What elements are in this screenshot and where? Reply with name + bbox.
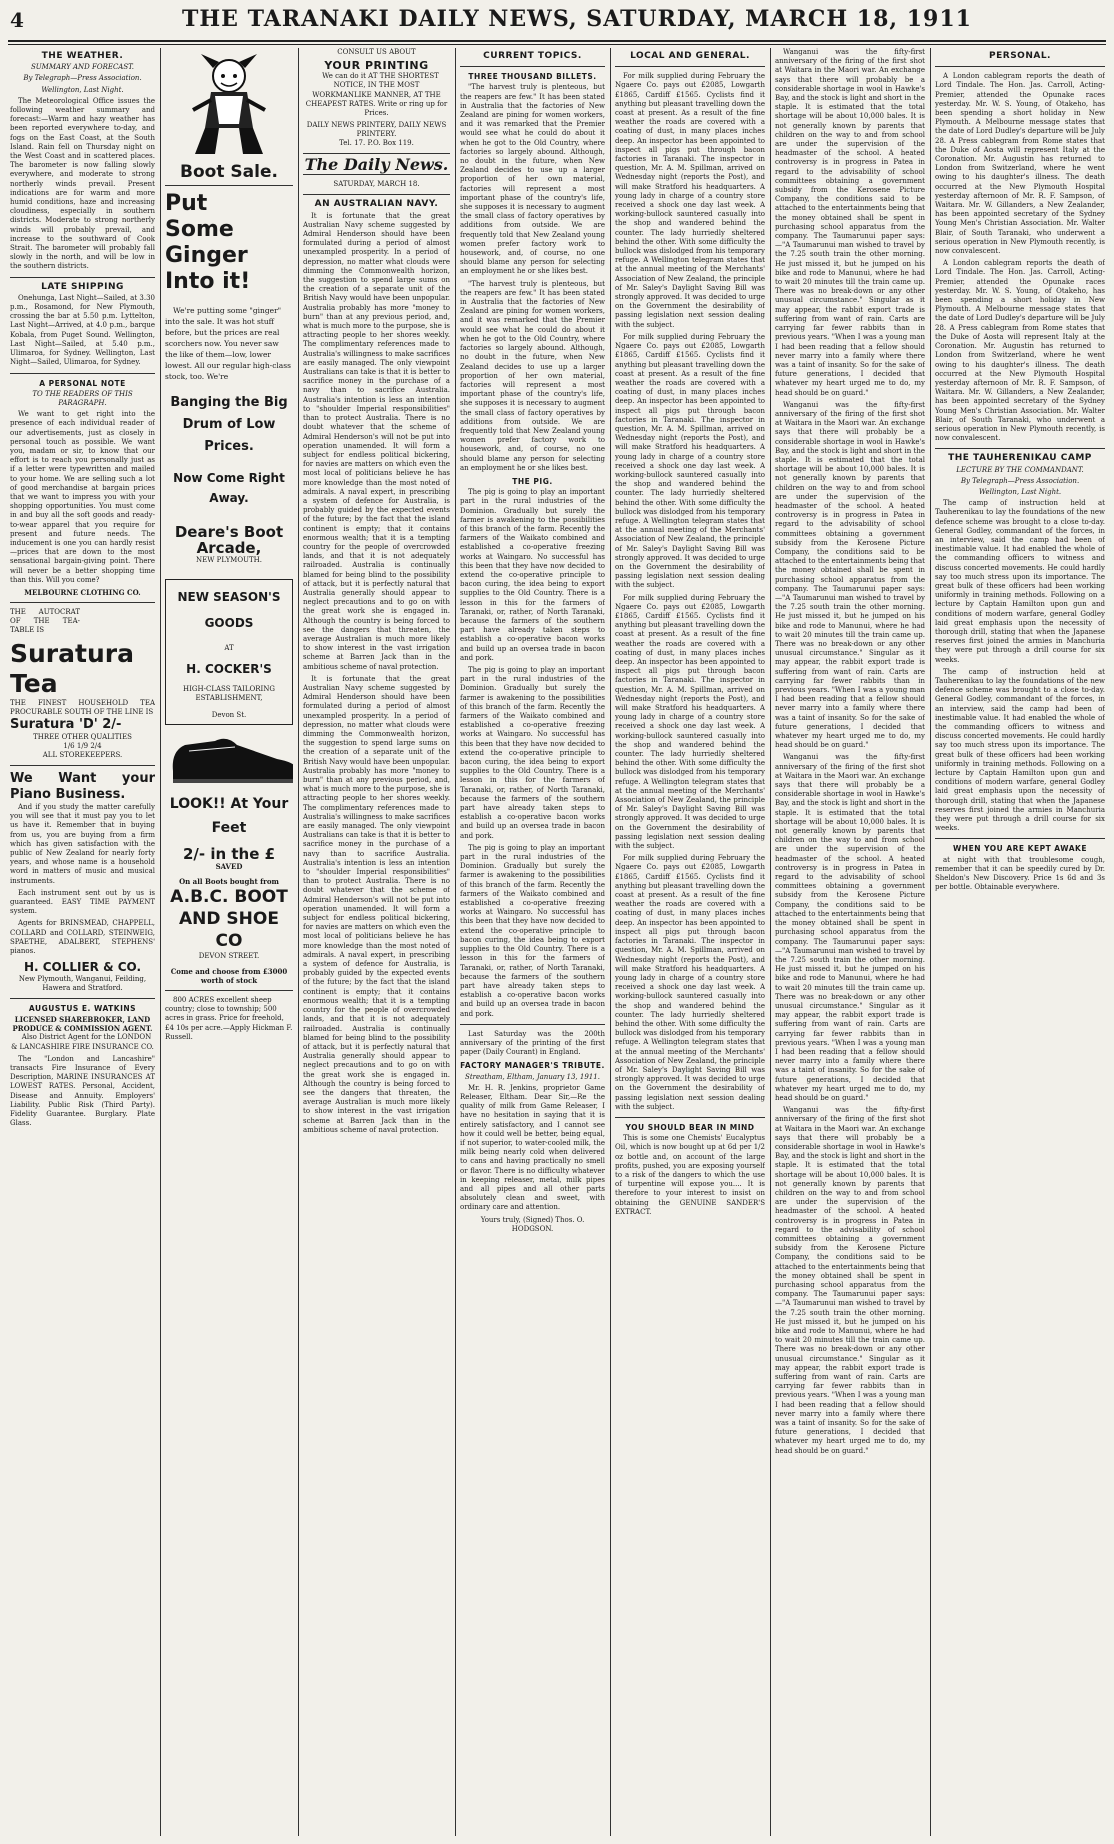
piano-text-guarantee: Each instrument sent out by us is guaranteed. EASY TIME PAYMENT system. <box>10 888 155 916</box>
topics-heading: CURRENT TOPICS. <box>483 51 582 61</box>
abc-intro: On all Boots bought from <box>179 877 279 886</box>
printing-text: We can do it AT THE SHORTEST NOTICE, IN THE MOST WORKMANLIKE MANNER, AT THE CHEAPEST RATES. Write or ring up for Prices. <box>305 72 448 118</box>
printery-name: DAILY NEWS PRINTERY, DAILY NEWS PRINTERY. <box>306 121 447 139</box>
camp-dateline: Wellington, Last Night. <box>978 487 1062 496</box>
column-3 <box>303 48 450 1836</box>
divider <box>303 174 450 175</box>
cocker-ad <box>165 579 293 725</box>
awake-text: at night with that troublesome cough, remember that it can be speedily cured by Dr. Sheldon's New Discovery. Price 1s 6d and 3s per bottle. Obtainable everywhere. <box>935 855 1105 892</box>
cocker-street: Devon St. <box>211 711 247 719</box>
piano-firm: H. COLLIER & CO. <box>23 960 142 975</box>
editorial-date: SATURDAY, MARCH 18. <box>333 180 420 189</box>
weather-byline: By Telegraph—Press Association. <box>23 74 142 83</box>
watkins-text: Also District Agent for the LONDON & LANCASHIRE FIRE INSURANCE CO. <box>11 1033 154 1051</box>
weather-text: The Meteorological Office issues the following weather summary and forecast:—Warm and hazy weather has been reported everywhere to-day, and fogs on the East Coast, at the South Island. Rain fell on Thursday night on the West Coast and in scattered places. The barometer is now falling slowly everywhere, and moderate to strong northerly winds prevail. Present indications are for warm and more humid conditions, haze and increasing cloudiness, especially in southern districts. Moderate to strong northerly winds will probably prevail, and increase to the southward of Cook Strait. The barometer will probably fall slowly in the north, and will be low in the southern districts. <box>10 96 155 271</box>
banging-heading: Banging the Big Drum of Low Prices. <box>170 395 288 454</box>
paper-nameplate: The Daily News. <box>304 155 449 175</box>
deare-town: NEW PLYMOUTH. <box>196 556 262 564</box>
jester-icon <box>189 50 269 160</box>
billets-text-repeat: "The harvest truly is plenteous, but the reapers are few." It has been stated in Australia that the factories of New Zealand are pining for women workers, and it was remarked that the Premier would see what he could do about it when he got to the Old Country, where factories so largely abound. Although, no doubt in the future, when New Zealand decides to use up a larger proportion of her own material, factories will represent a most important phase of the country's life, she supposes it is necessary to augment the small class of factory operatives by additions from outside. We are frequently told that New Zealand young women prefer factory work to housework, and, of course, no one should blame any person for selecting an employment he or she likes best. <box>460 279 605 472</box>
column-divider <box>455 48 456 1836</box>
divider <box>303 194 450 195</box>
pig-heading: THE PIG. <box>512 476 553 486</box>
divider <box>935 838 1105 839</box>
tea-brand: Suratura Tea <box>10 638 134 698</box>
piano-text: And if you study the matter carefully you will see that it must pay you to let us have it. Remember that in buying from us, you are buying from a firm which has given satisfaction with the public of New Zealand for nearly forty years, and whose name is a household word in matters of music and musical instruments. <box>10 802 155 885</box>
abc-choose: Come and choose from £3000 worth of stock <box>170 967 288 985</box>
new-season-heading: NEW SEASON'S GOODS <box>177 590 281 630</box>
saved-heading: 2/- in the £ <box>182 845 276 863</box>
personal-heading: PERSONAL. <box>989 51 1051 61</box>
ginger-line-1: Put <box>165 191 208 216</box>
acres-ad: 800 ACRES excellent sheep country; close to township; 500 acres in grass. Price for freehold, £4 10s per acre.—Apply Hickman F. Russell. <box>165 996 293 1041</box>
camp-subheading: LECTURE BY THE COMMANDANT. <box>956 465 1084 474</box>
printery-contact: Tel. 17. P.O. Box 119. <box>339 139 414 148</box>
factory-text: Mr. H. R. Jenkins, proprietor Game Releaser, Eltham. Dear Sir,—Re the quality of milk from Game Releaser, I have no hesitation in saying that it is entirely satisfactory, and I cannot see how it could well be better, being equal, if not superior, to water-cooled milk, the milk being nearly cold when delivered to cans and having practically no smell or flavor. There is no difficulty whatever in keeping releaser, metal, milk pipes and all pipes and all other parts absolutely clean and sweet, with ordinary care and attention. <box>460 1083 605 1212</box>
piano-agents: Agents for BRINSMEAD, CHAPPELL, COLLARD and COLLARD, STEINWEIG, SPAETHE, ADALBERT, STEPHENS' pianos. <box>10 919 155 956</box>
factory-heading: FACTORY MANAGER'S TRIBUTE. <box>460 1061 605 1071</box>
boot-sale-heading: Boot Sale. <box>180 162 278 182</box>
piano-heading: We Want your Piano Business. <box>10 770 155 802</box>
pig-text-repeat-2: The pig is going to play an important part in the rural industries of the Dominion. Gradually but surely the farmer is awakening to the possibilities of this branch of the farm. Recently the farmers of the Waikato combined and established a co-operative freezing works at Waingaro. No successful has this been that they have now decided to extend the co-operative principle to bacon curing, the idea being to export supplies to the Old Country. There is a lesson in this for the farmers of Taranaki, or, rather, of North Taranaki, because the farmers of the southern part have already taken steps to establish a co-operative bacon works and build up an oversea trade in bacon and pork. <box>460 843 605 1018</box>
masthead <box>0 0 1114 40</box>
watkins-heading: AUGUSTUS E. WATKINS <box>28 1004 137 1014</box>
divider <box>460 66 605 67</box>
divider <box>935 66 1105 67</box>
bear-text: This is some one Chemists' Eucalyptus Oil, which is now bought up at 6d per 1/2 oz bottle and, on account of the large profits, pushed, you are exposing yourself to a risk of the dangers to which the use of turpentine will expose you.... It is therefore to your interest to insist on obtaining the GENUINE SANDER'S EXTRACT. <box>615 1134 765 1216</box>
column-divider <box>610 48 611 1836</box>
piano-towns: New Plymouth, Wanganui, Feilding, Hawera and Stratford. <box>18 975 147 993</box>
personal-text: A London cablegram reports the death of Lord Tindale. The Hon. Jas. Carroll, Acting-Premier, attended the Opunake races yesterday. Mr. W. S. Young, of Otakeho, has been spending a short holiday in New Plymouth. A Melbourne message states that the date of Lord Dudley's departure will be July 28. A Press cablegram from Rome states that the Duke of Aosta will represent Italy at the Coronation. Mr. Augustin has returned to London from Switzerland, where he went owing to his daughter's illness. The death occurred at the New Plymouth Hospital yesterday afternoon of Mr. R. F. Sampson, of Waitara. Mr. W. Gillanders, a New Zealander, has been appointed secretary of the Sydney Young Men's Christian Association. Mr. Walter Blair, of South Taranaki, who underwent a serious operation in New Plymouth recently, is now convalescent. <box>935 72 1105 256</box>
divider <box>10 998 155 999</box>
tea-stores: ALL STOREKEEPERS. <box>42 750 123 759</box>
pig-text: The pig is going to play an important part in the rural industries of the Dominion. Gradually but surely the farmer is awakening to the possibilities of this branch of the farm. Recently the farmers of the Waikato combined and established a co-operative freezing works at Waingaro. No successful has this been that they have now decided to extend the co-operative principle to bacon curing, the idea being to export supplies to the Old Country. There is a lesson in this for the farmers of Taranaki, or, rather, of North Taranaki, because the farmers of the southern part have already taken steps to establish a co-operative bacon works and build up an oversea trade in bacon and pork. <box>460 488 605 662</box>
personal-text-repeat: A London cablegram reports the death of Lord Tindale. The Hon. Jas. Carroll, Acting-Premier, attended the Opunake races yesterday. Mr. W. S. Young, of Otakeho, has been spending a short holiday in New Plymouth. A Melbourne message states that the date of Lord Dudley's departure will be July 28. A Press cablegram from Rome states that the Duke of Aosta will represent Italy at the Coronation. Mr. Augustin has returned to London from Switzerland, where he went owing to his daughter's illness. The death occurred at the New Plymouth Hospital yesterday afternoon of Mr. R. F. Sampson, of Waitara. Mr. W. Gillanders, a New Zealander, has been appointed secretary of the Sydney Young Men's Christian Association. Mr. Walter Blair, of South Taranaki, who underwent a serious operation in New Plymouth recently, is now convalescent. <box>935 259 1105 443</box>
camp-text: The camp of instruction held at Tauherenikau to lay the foundations of the new defence scheme was brought to a close to-day. General Godley, commandant of the forces, in an interview, said the camp had been of inestimable value. It had enabled the whole of the commanding officers to witness and discuss concerted movements. He could hardly say too much stress upon its importance. The great bulk of these officers had been working uniformly in training methods. Following on a lecture by Captain Hamilton upon gun and conditions of modern warfare, general Godley laid great emphasis upon the necessity of thorough drill, stating that when the Japanese reserves first joined the armies in Manchuria they were put through a drill course for six weeks. <box>935 499 1105 664</box>
watkins-subheading: LICENSED SHAREBROKER, LAND PRODUCE & COMMISSION AGENT. <box>12 1015 153 1034</box>
column-divider <box>298 48 299 1836</box>
ginger-line-3: Ginger <box>165 243 248 268</box>
weather-heading: THE WEATHER. <box>41 51 124 61</box>
navy-heading: AN AUSTRALIAN NAVY. <box>314 199 439 210</box>
divider <box>165 185 293 186</box>
local-continued-repeat: Wanganui was the fifty-first anniversary of the firing of the first shot at Waitara in the Maori war. An exchange says that there will probably be a considerable shortage in wool in Hawke's Bay, and the stock is light and short in the staple. It is estimated that the total shortage will be about 10,000 bales. It is not generally known by parents that children on the way to and from school are under the supervision of the headmaster of the school. A heated controversy is in progress in Patea in regard to the advisability of school committees obtaining a government subsidy from the Kerosene Picture Company, the conditions said to be attached to the entertainments being that the money obtained shall be spent in purchasing school apparatus from the company. The Taumarunui paper says:—"A Taumarunui man wished to travel by the 7.25 south train the other morning. He just missed it, but he jumped on his bike and rode to Manunui, where he had to wait 20 minutes till the train came up. There was no break-down or any other unusual circumstance." Singular as it may appear, the rabbit export trade is suffering from want of rain. Carts are carrying far fewer rabbits than in previous years. "When I was a young man I had been reading that a fellow should never marry into a family where there was a taint of insanity. So for the sake of future generations, I decided that whatever my heart urged me to do, my head should be on guard." <box>775 400 925 750</box>
local-text: For milk supplied during February the Ngaere Co. pays out £2085, Lowgarth £1865, Cardiff £1565. Cyclists find it anything but pleasant travelling down the coast at present. As a result of the fine weather the roads are covered with a coating of dust, in many places inches deep. An inspector has been appointed to inspect all pigs put through bacon factories in Taranaki. The inspector in question, Mr. A. M. Spillman, arrived on Wednesday night (reports the Post), and will make Stratford his headquarters. A young lady in charge of a country store received a shock one day last week. A working-bullock sauntered casually into the shop and wandered behind the counter. The lady hurriedly sheltered behind the other. With some difficulty the bullock was dislodged from his temporary refuge. A Wellington telegram states that at the annual meeting of the Merchants' Association of New Zealand, the principle of Mr. Saley's Daylight Saving Bill was strongly approved. It was decided to urge on the Government the desirability of passing legislation next session dealing with the subject. <box>615 72 765 329</box>
divider <box>935 448 1105 449</box>
billets-text: "The harvest truly is plenteous, but the reapers are few." It has been stated in Australia that the factories of New Zealand are pining for women workers, and it was remarked that the Premier would see what he could do about it when he got to the Old Country, where factories so largely abound. Although, no doubt in the future, when New Zealand decides to use up a larger proportion of her own material, factories will represent a most important phase of the country's life, she supposes it is necessary to augment the small class of factory operatives by additions from outside. We are frequently told that New Zealand young women prefer factory work to housework, and, of course, no one should blame any person for selecting an employment he or she likes best. <box>460 83 605 276</box>
divider <box>10 373 155 374</box>
boot-illustration <box>165 731 293 786</box>
divider <box>10 277 155 278</box>
watkins-insurance: The "London and Lancashire" transacts Fire Insurance of Every Description, MARINE INSURANCES AT LOWEST RATES. Personal, Accident, Disease and Annuity. Employers' Liability. Public Risk (Third Party). Fidelity Guarantee. Burglary. Plate Glass. <box>10 1054 155 1128</box>
ginger-line-4: Into it! <box>165 269 251 294</box>
ginger-text: We're putting some "ginger" into the sale. It was hot stuff before, but the prices are real scorchers now. You never saw the like of them—low, lower lowest. All our regular high-class stock, too. We're <box>165 306 291 381</box>
weather-subheading: SUMMARY AND FORECAST. <box>30 63 135 72</box>
jester-illustration <box>189 50 269 160</box>
navy-text-repeat: It is fortunate that the great Australian Navy scheme suggested by Admiral Henderson should have been formulated during a period of almost unexampled prosperity. In a period of depression, no matter what clouds were dimming the Commonwealth horizon, the suggestion to spend large sums on the creation of a separate unit of the British Navy would have been unpopular. Australia probably has more "money to burn" than at any previous period, and, what is much more to the purpose, she is attracting people to her shores weekly. The complimentary references made to Australia's willingness to make sacrifices are easily managed. The only viewpoint Australians can take is that it is better to sacrifice money in the purchase of a navy than to sacrifice Australia. Australia's intention is less an intention to "shoulder Imperial responsibilities" than to protect Australia. There is no doubt whatever that the scheme of Admiral Henderson's will not be put into operation unamended. It will form a subject for endless political bickering, for navies are matters on which even the most local of politicians believe he has more knowledge than the most noted of admirals. A naval expert, in prescribing a system of defence for Australia, is probably guided by the expected events of the future; by the fact that the island continent is empty; that it contains enormous wealth; that it is a tempting country for the people of overcrowded lands, and that it is not adequately railroaded. Australia is continually blamed for being blind to the possibility of attack, but it is perfectly natural that Australia generally should appear to neglect precautions and to go on with the great work she is engaged in. Although the country is being forced to see the dangers that threaten, the average Australian is much more likely to show interest in the vast irrigation scheme at Barren Jack than in the ambitious scheme of naval protection. <box>303 674 450 1134</box>
personal-note-subheading: TO THE READERS OF THIS PARAGRAPH. <box>32 389 133 407</box>
local-text-repeat-3: For milk supplied during February the Ngaere Co. pays out £2085, Lowgarth £1865, Cardiff £1565. Cyclists find it anything but pleasant travelling down the coast at present. As a result of the fine weather the roads are covered with a coating of dust, in many places inches deep. An inspector has been appointed to inspect all pigs put through bacon factories in Taranaki. The inspector in question, Mr. A. M. Spillman, arrived on Wednesday night (reports the Post), and will make Stratford his headquarters. A young lady in charge of a country store received a shock one day last week. A working-bullock sauntered casually into the shop and wandered behind the counter. The lady hurriedly sheltered behind the other. With some difficulty the bullock was dislodged from his temporary refuge. A Wellington telegram states that at the annual meeting of the Merchants' Association of New Zealand, the principle of Mr. Saley's Daylight Saving Bill was strongly approved. It was decided to urge on the Government the desirability of passing legislation next session dealing with the subject. <box>615 854 765 1111</box>
local-continued-repeat-2: Wanganui was the fifty-first anniversary of the firing of the first shot at Waitara in the Maori war. An exchange says that there will probably be a considerable shortage in wool in Hawke's Bay, and the stock is light and short in the staple. It is estimated that the total shortage will be about 10,000 bales. It is not generally known by parents that children on the way to and from school are under the supervision of the headmaster of the school. A heated controversy is in progress in Patea in regard to the advisability of school committees obtaining a government subsidy from the Kerosene Picture Company, the conditions said to be attached to the entertainments being that the money obtained shall be spent in purchasing school apparatus from the company. The Taumarunui paper says:—"A Taumarunui man wished to travel by the 7.25 south train the other morning. He just missed it, but he jumped on his bike and rode to Manunui, where he had to wait 20 minutes till the train came up. There was no break-down or any other unusual circumstance." Singular as it may appear, the rabbit export trade is suffering from want of rain. Carts are carrying far fewer rabbits than in previous years. "When I was a young man I had been reading that a fellow should never marry into a family where there was a taint of insanity. So for the sake of future generations, I decided that whatever my heart urged me to do, my head should be on guard." <box>775 753 925 1102</box>
column-5 <box>615 48 765 1836</box>
masthead-rule <box>8 40 1106 42</box>
local-heading: LOCAL AND GENERAL. <box>630 51 750 61</box>
column-2 <box>165 48 293 1836</box>
printing-heading: YOUR PRINTING <box>324 59 429 72</box>
bear-heading: YOU SHOULD BEAR IN MIND <box>625 1122 755 1132</box>
column-4 <box>460 48 605 1836</box>
camp-heading: THE TAUHERENIKAU CAMP <box>948 453 1092 464</box>
divider <box>165 990 293 991</box>
column-6 <box>775 48 925 1836</box>
personal-note-text: We want to get right into the presence of each individual reader of our advertisements, just as closely in personal touch as possible. We want you, madam or sir, to know that our effort is to reach you personally just as if a letter were typewritten and mailed to your home. We are selling such a lot of good merchandise at bargain prices that we want to impress you with your shopping opportunities. You must come in and buy all the soft goods and ready-to-wear apparel that you require for present and future needs. The inducement is one you can hardly resist—prices that are down to the most sensational bargain-giving point. There will never be a better shopping time than this. Will you come? <box>10 410 155 584</box>
navy-text: It is fortunate that the great Australian Navy scheme suggested by Admiral Henderson should have been formulated during a period of almost unexampled prosperity. In a period of depression, no matter what clouds were dimming the Commonwealth horizon, the suggestion to spend large sums on the creation of a separate unit of the British Navy would have been unpopular. Australia probably has more "money to burn" than at any previous period, and, what is much more to the purpose, she is attracting people to her shores weekly. The complimentary references made to Australia's willingness to make sacrifices are easily managed. The only viewpoint Australians can take is that it is better to sacrifice money in the purchase of a navy than to sacrifice Australia. Australia's intention is less an intention to "shoulder Imperial responsibilities" than to protect Australia. There is no doubt whatever that the scheme of Admiral Henderson's will not be put into operation unamended. It will form a subject for endless political bickering, for navies are matters on which even the most local of politicians believe he has more knowledge than the most noted of admirals. A naval expert, in prescribing a system of defence for Australia, is probably guided by the expected events of the future; by the fact that the island continent is empty; that it contains enormous wealth; that it is a tempting country for the people of overcrowded lands, and that it is not adequately railroaded. Australia is continually blamed for being blind to the possibility of attack, but it is perfectly natural that Australia generally should appear to neglect precautions and to go on with the great work she is engaged in. Although the country is being forced to see the dangers that threaten, the average Australian is much more likely to show interest in the vast irrigation scheme at Barren Jack than in the ambitious scheme of naval protection. <box>303 211 450 671</box>
local-text-repeat-2: For milk supplied during February the Ngaere Co. pays out £2085, Lowgarth £1865, Cardiff £1565. Cyclists find it anything but pleasant travelling down the coast at present. As a result of the fine weather the roads are covered with a coating of dust, in many places inches deep. An inspector has been appointed to inspect all pigs put through bacon factories in Taranaki. The inspector in question, Mr. A. M. Spillman, arrived on Wednesday night (reports the Post), and will make Stratford his headquarters. A young lady in charge of a country store received a shock one day last week. A working-bullock sauntered casually into the shop and wandered behind the counter. The lady hurriedly sheltered behind the other. With some difficulty the bullock was dislodged from his temporary refuge. A Wellington telegram states that at the annual meeting of the Merchants' Association of New Zealand, the principle of Mr. Saley's Daylight Saving Bill was strongly approved. It was decided to urge on the Government the desirability of passing legislation next session dealing with the subject. <box>615 593 765 851</box>
divider <box>303 153 450 154</box>
local-continued-text: Wanganui was the fifty-first anniversary of the firing of the first shot at Waitara in the Maori war. An exchange says that there will probably be a considerable shortage in wool in Hawke's Bay, and the stock is light and short in the staple. It is estimated that the total shortage will be about 10,000 bales. It is not generally known by parents that children on the way to and from school are under the supervision of the headmaster of the school. A heated controversy is in progress in Patea in regard to the advisability of school committees obtaining a government subsidy from the Kerosene Picture Company, the conditions said to be attached to the entertainments being that the money obtained shall be spent in purchasing school apparatus from the company. The Taumarunui paper says:—"A Taumarunui man wished to travel by the 7.25 south train the other morning. He just missed it, but he jumped on his bike and rode to Manunui, where he had to wait 20 minutes till the train came up. There was no break-down or any other unusual circumstance." Singular as it may appear, the rabbit export trade is suffering from want of rain. Carts are carrying far fewer rabbits than in previous years. "When I was a young man I had been reading that a fellow should never marry into a family where there was a taint of insanity. So for the sake of future generations, I decided that whatever my heart urged me to do, my head should be on guard." <box>775 48 925 397</box>
divider <box>460 1024 605 1025</box>
come-away-heading: Now Come Right Away. <box>173 471 285 505</box>
personal-note-heading: A PERSONAL NOTE <box>39 378 126 388</box>
billets-heading: THREE THOUSAND BILLETS. <box>468 72 597 82</box>
abc-street: DEVON STREET. <box>198 952 260 960</box>
tea-qualities: 1/6 1/9 2/4 <box>63 741 102 750</box>
column-1 <box>10 48 155 1836</box>
tea-price: Suratura 'D' 2/- <box>10 716 122 732</box>
local-continued-repeat-3: Wanganui was the fifty-first anniversary of the firing of the first shot at Waitara in the Maori war. An exchange says that there will probably be a considerable shortage in wool in Hawke's Bay, and the stock is light and short in the staple. It is estimated that the total shortage will be about 10,000 bales. It is not generally known by parents that children on the way to and from school are under the supervision of the headmaster of the school. A heated controversy is in progress in Patea in regard to the advisability of school committees obtaining a government subsidy from the Kerosene Picture Company, the conditions said to be attached to the entertainments being that the money obtained shall be spent in purchasing school apparatus from the company. The Taumarunui paper says:—"A Taumarunui man wished to travel by the 7.25 south train the other morning. He just missed it, but he jumped on his bike and rode to Manunui, where he had to wait 20 minutes till the train came up. There was no break-down or any other unusual circumstance." Singular as it may appear, the rabbit export trade is suffering from want of rain. Carts are carrying far fewer rabbits than in previous years. "When I was a young man I had been reading that a fellow should never marry into a family where there was a taint of insanity. So for the sake of future generations, I decided that whatever my heart urged me to do, my head should be on guard." <box>775 1106 925 1455</box>
column-7 <box>935 48 1105 1836</box>
pig-text-repeat: The pig is going to play an important part in the rural industries of the Dominion. Gradually but surely the farmer is awakening to the possibilities of this branch of the farm. Recently the farmers of the Waikato combined and established a co-operative freezing works at Waingaro. No successful has this been that they have now decided to extend the co-operative principle to bacon curing, the idea being to export supplies to the Old Country. There is a lesson in this for the farmers of Taranaki, or, rather, of North Taranaki, because the farmers of the southern part have already taken steps to establish a co-operative bacon works and build up an oversea trade in bacon and pork. <box>460 666 605 840</box>
masthead-rule-thin <box>8 44 1106 45</box>
consult-line: CONSULT US ABOUT <box>337 48 416 56</box>
camp-text-repeat: The camp of instruction held at Tauherenikau to lay the foundations of the new defence scheme was brought to a close to-day. General Godley, commandant of the forces, in an interview, said the camp had been of inestimable value. It had enabled the whole of the commanding officers to witness and discuss concerted movements. He could hardly say too much stress upon its importance. The great bulk of these officers had been working uniformly in training methods. Following on a lecture by Captain Hamilton upon gun and conditions of modern warfare, general Godley laid great emphasis upon the necessity of thorough drill, stating that when the Japanese reserves first joined the armies in Manchuria they were put through a drill course for six weeks. <box>935 667 1105 833</box>
boot-icon <box>165 731 293 786</box>
tea-qualities-heading: THREE OTHER QUALITIES <box>33 732 132 741</box>
tribute-text: Last Saturday was the 200th anniversary of the printing of the first paper (Daily Courant) in England. <box>460 1029 605 1057</box>
divider <box>615 1117 765 1118</box>
cocker-subheading: HIGH-CLASS TAILORING ESTABLISHMENT, <box>183 685 275 702</box>
cocker-name: H. COCKER'S <box>186 662 272 676</box>
weather-dateline: Wellington, Last Night. <box>41 85 124 94</box>
divider <box>10 765 155 766</box>
tea-tagline: THE AUTOCRAT OF THE TEA-TABLE IS <box>10 607 80 634</box>
page-title: THE TARANAKI DAILY NEWS, SATURDAY, MARCH 18, 1911 <box>182 6 972 32</box>
ginger-line-2: Some <box>165 217 234 242</box>
tea-description: THE FINEST HOUSEHOLD TEA PROCURABLE SOUTH OF THE LINE IS <box>10 698 155 716</box>
deare-heading: Deare's Boot Arcade, <box>174 523 284 557</box>
local-text-repeat: For milk supplied during February the Ngaere Co. pays out £2085, Lowgarth £1865, Cardiff £1565. Cyclists find it anything but pleasant travelling down the coast at present. As a result of the fine weather the roads are covered with a coating of dust, in many places inches deep. An inspector has been appointed to inspect all pigs put through bacon factories in Taranaki. The inspector in question, Mr. A. M. Spillman, arrived on Wednesday night (reports the Post), and will make Stratford his headquarters. A young lady in charge of a country store received a shock one day last week. A working-bullock sauntered casually into the shop and wandered behind the counter. The lady hurriedly sheltered behind the other. With some difficulty the bullock was dislodged from his temporary refuge. A Wellington telegram states that at the annual meeting of the Merchants' Association of New Zealand, the principle of Mr. Saley's Daylight Saving Bill was strongly approved. It was decided to urge on the Government the desirability of passing legislation next session dealing with the subject. <box>615 332 765 590</box>
personal-note-signature: MELBOURNE CLOTHING CO. <box>24 587 141 597</box>
cocker-at: AT <box>224 644 234 652</box>
divider <box>615 66 765 67</box>
camp-byline: By Telegraph—Press Association. <box>960 476 1080 485</box>
awake-heading: WHEN YOU ARE KEPT AWAKE <box>953 844 1087 854</box>
column-divider <box>160 48 161 1836</box>
abc-name: A.B.C. BOOT AND SHOE CO <box>170 887 288 951</box>
look-heading: LOOK!! At Your Feet <box>169 796 289 836</box>
column-divider <box>930 48 931 1836</box>
divider <box>10 602 155 603</box>
factory-signature: Yours truly, (Signed) Thos. O. HODGSON. <box>480 1215 585 1233</box>
shipping-heading: LATE SHIPPING <box>41 281 124 292</box>
shipping-text: Onehunga, Last Night—Sailed, at 3.30 p.m., Rosamond, for New Plymouth, crossing the bar at 5.50 p.m. Lyttelton, Last Night—Arrived, at 4.0 p.m., barque Kobala, from Puget Sound. Wellington, Last Night—Sailed, at 5.40 p.m., Ulimaroa, for Sydney. Wellington, Last Night—Sailed, Ulimaroa, for Sydney. <box>10 293 155 367</box>
column-divider <box>770 48 771 1836</box>
factory-subheading: Streatham, Eltham, January 13, 1911. <box>465 1072 600 1081</box>
saved-subheading: SAVED <box>215 862 243 871</box>
page-number: 4 <box>10 8 24 32</box>
